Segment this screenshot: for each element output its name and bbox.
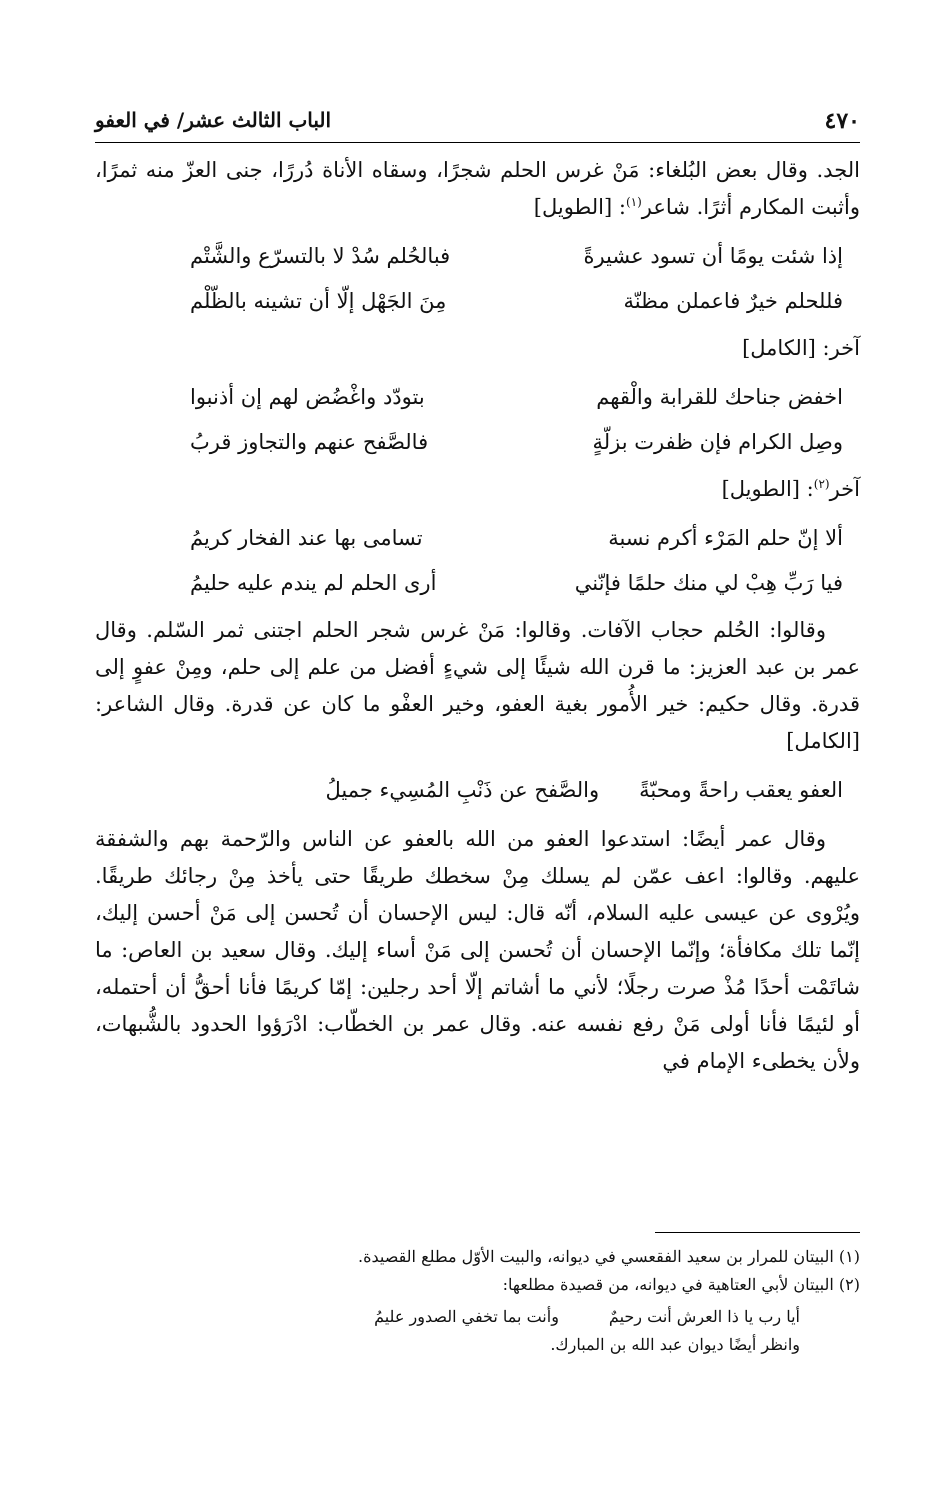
verse-second-half: والصَّفح عن ذَنْبِ المُسِيء جميلُ: [325, 778, 600, 802]
paragraph: وقالوا: الحُلم حجاب الآفات. وقالوا: مَنْ غرس شجر الحلم اجتنى ثمر السّلم. وقال عمر بن عبد العزيز: ما قرن الله شيئًا إلى شيءٍ أفضل من علم إلى حلم، ومِنْ عفوٍ إلى قدرة. وقال حكيم: خير الأُمور بغية العفو، وخير العفْو ما كان عن قدرة. وقال الشاعر: [الكامل]: [95, 618, 860, 753]
verse-line: [95, 420, 860, 465]
footnote-ref: (١): [625, 195, 642, 209]
verse-second-half: بتودّد واغْضُض لهم إن أذنبوا: [190, 385, 425, 409]
footnote-2-note: وانظر أيضًا ديوان عبد الله بن المبارك.: [550, 1335, 800, 1354]
verse-second-half: تسامى بها عند الفخار كريمُ: [190, 526, 423, 550]
verse-first-half: العفو يعقب راحةً ومحبّةً: [639, 778, 843, 802]
meter-label: : [الطويل]: [533, 195, 626, 219]
verse-line: [95, 516, 860, 561]
poem: [95, 234, 860, 324]
page-header: [95, 102, 860, 143]
paragraph: [95, 152, 860, 226]
verse-second-half: أرى الحلم لم يندم عليه حليمُ: [190, 571, 437, 595]
poem: [95, 516, 860, 606]
verse-first-half: أيا رب يا ذا العرش أنت رحيمٌ: [608, 1307, 800, 1326]
verse-first-half: ألا إنّ حلم المَرْء أكرم نسبة: [608, 526, 843, 550]
poet-intro-text: آخر: [829, 477, 860, 501]
verse-line: [95, 234, 860, 279]
main-text: [95, 152, 860, 1080]
verse-first-half: فللحلم خيرٌ فاعملن مظنّة: [623, 289, 843, 313]
verse-first-half: فيا رَبِّ هِبْ لي منك حلمًا فإنّني: [574, 571, 843, 595]
verse-line: [95, 279, 860, 324]
chapter-title: الباب الثالث عشر/ في العفو: [95, 108, 332, 132]
footnote-1: (١) البيتان للمرار بن سعيد الفقعسي في ديوانه، والبيت الأوّل مطلع القصيدة.: [358, 1247, 860, 1266]
verse-line: [95, 768, 860, 813]
footnote-2: (٢) البيتان لأبي العتاهية في ديوانه، من قصيدة مطلعها:: [502, 1275, 860, 1294]
verse-line: [95, 561, 860, 606]
poet-intro: آخر: [الكامل]: [742, 336, 860, 360]
paragraph: وقال عمر أيضًا: استدعوا العفو من الله بالعفو عن الناس والرّحمة بهم والشفقة عليهم. وقالوا: اعف عمّن لم يسلك مِنْ سخطك طريقًا حتى يأخذ مِنْ رجائك طريقًا. ويُرْوى عن عيسى عليه السلام، أنّه قال: ليس الإحسان أن تُحسن إلى مَنْ أحسن إليك، إنّما تلك مكافأة؛ وإنّما الإحسان أن تُحسن إلى مَنْ أساء إليك. وقال سعيد بن العاص: ما شاتَمْت أحدًا مُذْ صرت رجلًا؛ لأني ما أشاتم إلّا أحد رجلين: إمّا كريمًا فأنا أحقُّ أن أحتمله، أو لئيمًا فأنا أولى مَنْ رفع نفسه عنه. وقال عمر بن الخطّاب: ادْرَؤوا الحدود بالشُّبهات، ولأن يخطىء الإمام في: [95, 827, 860, 1073]
verse-second-half: مِنَ الجَهْل إلّا أن تشينه بالظّلْم: [190, 289, 447, 313]
poet-intro: [95, 471, 860, 508]
poem: [95, 375, 860, 465]
verse-line: [95, 375, 860, 420]
verse-first-half: وصِل الكرام فإن ظفرت بزلّةٍ: [592, 430, 843, 454]
verse-second-half: وأنت بما تخفي الصدور عليمُ: [374, 1307, 559, 1326]
verse-first-half: اخفض جناحك للقرابة والْقهم: [596, 385, 843, 409]
meter-label: : [الطويل]: [721, 477, 814, 501]
footnotes: [95, 1243, 860, 1359]
verse-second-half: فبالحُلم سُدْ لا بالتسرّع والشَّتْم: [190, 244, 451, 268]
footnote-divider: [655, 1232, 860, 1233]
poem: [95, 768, 860, 813]
paragraph-text: الجد. وقال بعض البُلغاء: مَنْ غرس الحلم شجرًا، وسقاه الأناة دُررًا، جنى العزّ منه ثمرًا، وأثبت المكارم أثرًا. شاعر: [95, 158, 860, 219]
verse-first-half: إذا شئت يومًا أن تسود عشيرةً: [583, 244, 843, 268]
footnote-verse: [95, 1303, 860, 1331]
page-number: ٤٧٠: [824, 108, 860, 134]
footnote-ref: (٢): [813, 477, 830, 491]
verse-second-half: فالصَّفح عنهم والتجاوز قربُ: [190, 430, 429, 454]
